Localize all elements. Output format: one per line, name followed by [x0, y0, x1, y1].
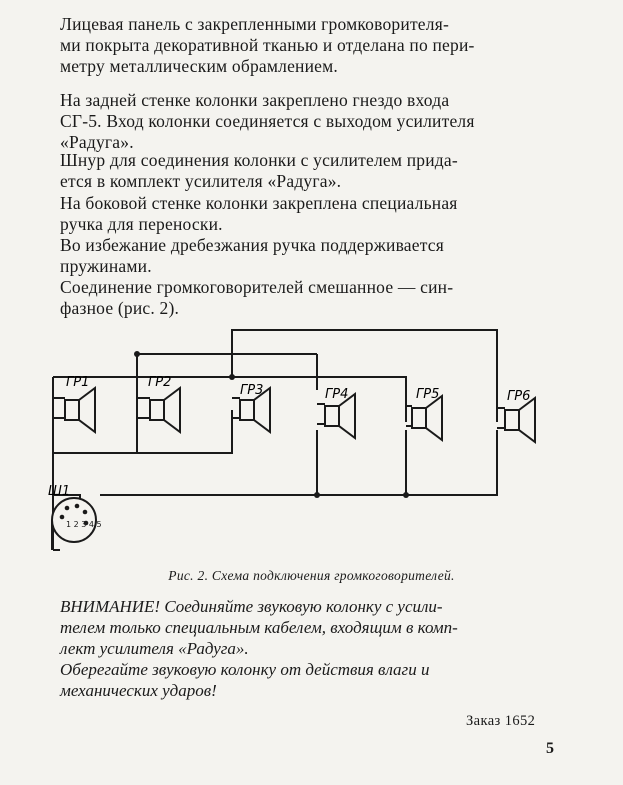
text-line: Во избежание дребезжания ручка поддерживается [60, 235, 445, 255]
speaker-label-6: ГР6 [507, 389, 531, 404]
text-line: метру металлическим обрамлением. [60, 56, 338, 76]
paragraph-back-panel [60, 90, 580, 153]
text-line: ется в комплект усилителя «Радуга». [60, 171, 342, 191]
text-line: лект усилителя «Радуга». [60, 639, 249, 658]
page-number: 5 [546, 740, 554, 757]
paragraph-front-panel [60, 14, 580, 77]
paragraph-connection [60, 277, 580, 319]
connector-label: Ш1 [48, 484, 71, 499]
warning-cable [60, 596, 575, 659]
wiring-diagram [0, 320, 623, 560]
text-line: «Радуга». [60, 132, 134, 152]
text-line: На задней стенке колонки закреплено гнездо входа [60, 90, 450, 110]
text-line: фазное (рис. 2). [60, 298, 180, 318]
speaker-1 [65, 388, 95, 432]
warning-moisture [60, 659, 575, 701]
paragraph-cord [60, 150, 580, 192]
speaker-label-3: ГР3 [240, 383, 264, 398]
speaker-label-5: ГР5 [416, 387, 440, 402]
text-line: ВНИМАНИЕ! Соединяйте звуковую колонку с усили- [60, 597, 443, 616]
connector-sh1 [52, 498, 102, 542]
speaker-label-1: ГР1 [66, 375, 90, 390]
text-line: Соединение громкоговорителей смешанное — син- [60, 277, 454, 297]
text-line: пружинами. [60, 256, 152, 276]
text-line: механических ударов! [60, 681, 217, 700]
speaker-6 [505, 398, 535, 442]
figure-caption: Рис. 2. Схема подключения громкоговорителей. [168, 568, 455, 583]
text-line: Лицевая панель с закрепленными громковорителя- [60, 14, 449, 34]
order-number: Заказ 1652 [466, 713, 536, 729]
speaker-2 [150, 388, 180, 432]
speaker-5 [412, 396, 442, 440]
paragraph-handle [60, 193, 580, 235]
text-line: Оберегайте звуковую колонку от действия влаги и [60, 660, 430, 679]
connector-pins-label: 1 2 3 4 5 [66, 520, 102, 529]
speaker-label-4: ГР4 [325, 387, 349, 402]
text-line: На боковой стенке колонки закреплена специальная [60, 193, 458, 213]
text-line: ручка для переноски. [60, 214, 223, 234]
text-line: Шнур для соединения колонки с усилителем прида- [60, 150, 458, 170]
text-line: СГ-5. Вход колонки соединяется с выходом усилителя [60, 111, 475, 131]
text-line: ми покрыта декоративной тканью и отделана по пери- [60, 35, 475, 55]
speaker-label-2: ГР2 [148, 375, 172, 390]
text-line: телем только специальным кабелем, входящим в комп- [60, 618, 458, 637]
paragraph-springs [60, 235, 580, 277]
